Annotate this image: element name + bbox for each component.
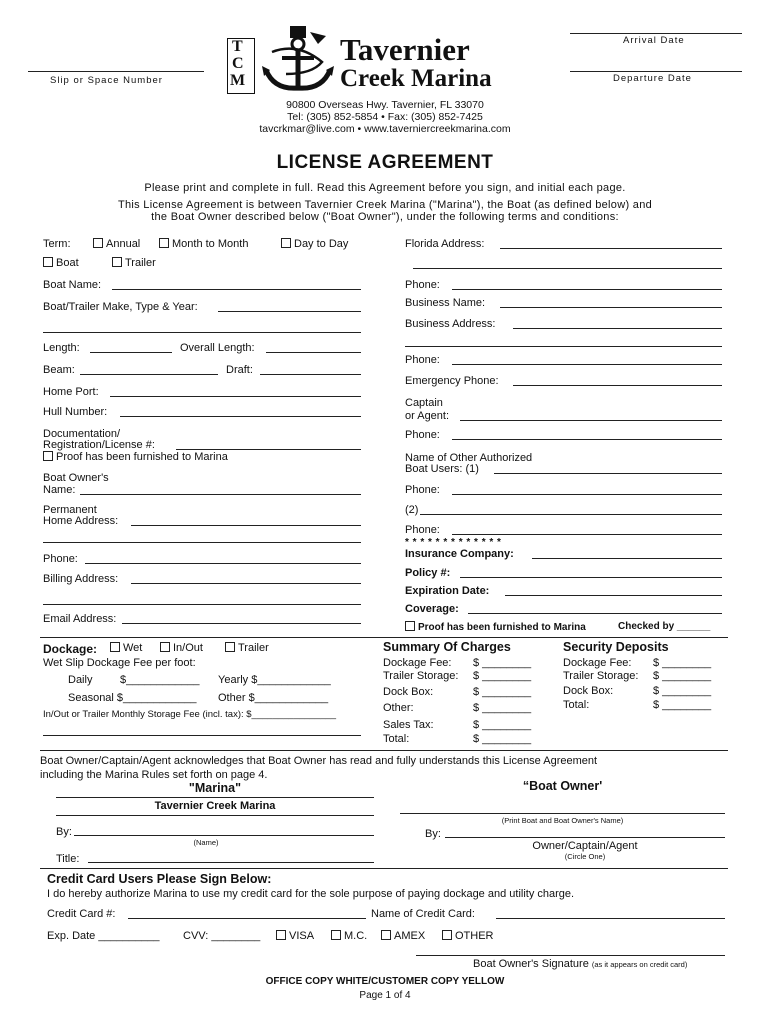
registration-field[interactable] <box>176 449 361 450</box>
insurance-label: Insurance Company: <box>405 548 514 560</box>
captain-field[interactable] <box>460 420 722 421</box>
owner-signature-line[interactable] <box>416 955 725 956</box>
owner-name-field[interactable] <box>80 494 361 495</box>
marina-name-caption: (Name) <box>193 838 219 847</box>
amex-checkbox[interactable]: AMEX <box>381 930 425 942</box>
email-label: Email Address: <box>43 613 117 625</box>
dockage-inout-checkbox[interactable]: In/Out <box>160 642 203 654</box>
summary-label: Dock Box: <box>383 686 434 698</box>
copy-note: OFFICE COPY WHITE/CUSTOMER COPY YELLOW <box>265 976 505 987</box>
credit-card-label: Credit Card #: <box>47 908 116 920</box>
marina-address: 90800 Overseas Hwy. Tavernier, FL 33070 <box>286 99 484 111</box>
owner-signature-note: (as it appears on credit card) <box>591 960 688 969</box>
length-label: Length: <box>43 342 80 354</box>
emergency-phone-field[interactable] <box>513 385 722 386</box>
coverage-label: Coverage: <box>405 603 459 615</box>
slip-number-label: Slip or Space Number <box>50 75 163 86</box>
summary-value[interactable]: $ ________ <box>473 702 532 714</box>
term-annual-checkbox[interactable]: Annual <box>93 238 140 250</box>
logo-subtitle: Creek Marina <box>340 65 492 92</box>
policy-field[interactable] <box>460 577 722 578</box>
billing-address-label: Billing Address: <box>43 573 119 585</box>
billing-address-field[interactable] <box>131 583 361 584</box>
draft-label: Draft: <box>226 364 253 376</box>
term-day-checkbox[interactable]: Day to Day <box>281 238 348 250</box>
wet-slip-fee-label: Wet Slip Dockage Fee per foot: <box>43 657 196 669</box>
summary-value[interactable]: $ ________ <box>473 686 532 698</box>
mc-checkbox[interactable]: M.C. <box>331 930 367 942</box>
right-phone-label-4: Phone: <box>405 484 440 496</box>
owner-signature-label: Boat Owner's Signature (as it appears on credit card) <box>473 958 688 970</box>
dockage-wet-checkbox[interactable]: Wet <box>110 642 142 654</box>
make-label: Boat/Trailer Make, Type & Year: <box>43 301 198 313</box>
dockage-notes-field[interactable] <box>43 735 361 736</box>
owner-by-label: By: <box>425 828 441 840</box>
business-name-field[interactable] <box>500 307 722 308</box>
term-label: Term: <box>43 238 71 250</box>
billing-address-field-2[interactable] <box>43 604 361 605</box>
trailer-checkbox[interactable]: Trailer <box>112 257 156 269</box>
owner-name-label-1: Boat Owner's <box>43 472 109 484</box>
other-field[interactable]: Other $____________ <box>218 692 329 704</box>
daily-label: Daily <box>68 674 93 686</box>
summary-value[interactable]: $ ________ <box>473 670 532 682</box>
card-name-field[interactable] <box>496 918 725 919</box>
phone-label: Phone: <box>43 553 78 565</box>
other-users-label-1: Name of Other Authorized <box>405 452 533 464</box>
home-port-label: Home Port: <box>43 386 99 398</box>
right-phone-label-3: Phone: <box>405 429 440 441</box>
summary-value[interactable]: $ ________ <box>473 719 532 731</box>
owner-name-label-2: Name: <box>43 484 76 496</box>
departure-date-label: Departure Date <box>613 73 692 84</box>
owner-print-caption: (Print Boat and Boat Owner's Name) <box>501 816 624 825</box>
insurance-proof-checkbox[interactable]: Proof has been furnished to Marina <box>405 621 586 633</box>
marina-sig-line-2 <box>56 815 374 816</box>
documentation-label: Documentation/ <box>43 428 121 440</box>
length-field[interactable] <box>90 352 172 353</box>
ack-line-2: including the Marina Rules set forth on page 4. <box>40 769 268 781</box>
arrival-date-label: Arrival Date <box>623 35 685 46</box>
summary-label: Sales Tax: <box>383 719 434 731</box>
owner-print-line[interactable] <box>400 813 725 814</box>
intro-line-2: This License Agreement is between Tavernier Creek Marina ("Marina"), the Boat (as defined below) and <box>117 199 653 211</box>
right-phone-field-3[interactable] <box>452 439 722 440</box>
summary-label: Other: <box>383 702 414 714</box>
other-users-field-1[interactable] <box>494 473 722 474</box>
right-phone-field-2[interactable] <box>452 364 722 365</box>
deposit-label: Dock Box: <box>563 685 614 697</box>
expiration-label: Expiration Date: <box>405 585 490 597</box>
other-users-field-2[interactable] <box>420 514 722 515</box>
home-address-field-2[interactable] <box>43 542 361 543</box>
proof-checkbox[interactable]: Proof has been furnished to Marina <box>43 451 228 463</box>
dockage-row <box>43 642 97 656</box>
deposit-value[interactable]: $ ________ <box>653 657 712 669</box>
credit-title: Credit Card Users Please Sign Below: <box>47 872 272 886</box>
boat-name-label: Boat Name: <box>43 279 102 291</box>
right-phone-field-5[interactable] <box>452 534 722 535</box>
right-phone-field-4[interactable] <box>452 494 722 495</box>
draft-field[interactable] <box>260 374 361 375</box>
captain-label-1: Captain <box>405 397 443 409</box>
page-title: LICENSE AGREEMENT <box>276 152 494 173</box>
make-field-2[interactable] <box>43 332 361 333</box>
owner-circle-caption: (Circle One) <box>564 852 606 861</box>
marina-title-label: Title: <box>56 853 80 865</box>
make-field[interactable] <box>218 311 361 312</box>
marina-phone: Tel: (305) 852-5854 • Fax: (305) 852-7425 <box>287 111 483 123</box>
right-phone-field-1[interactable] <box>452 289 722 290</box>
section-divider-2 <box>40 750 728 751</box>
marina-title-field[interactable] <box>88 862 374 863</box>
yearly-field[interactable]: Yearly $____________ <box>218 674 331 686</box>
arrival-date-line[interactable] <box>570 33 742 34</box>
deposit-label: Total: <box>563 699 590 711</box>
deposit-value[interactable]: $ ________ <box>653 670 712 682</box>
permanent-label-1: Permanent <box>43 504 97 516</box>
owner-role: Owner/Captain/Agent <box>532 840 638 852</box>
deposits-title: Security Deposits <box>563 640 669 654</box>
visa-checkbox[interactable]: VISA <box>276 930 314 942</box>
page-number: Page 1 of 4 <box>359 990 411 1001</box>
hull-number-label: Hull Number: <box>43 406 108 418</box>
term-month-checkbox[interactable]: Month to Month <box>159 238 248 250</box>
business-address-field[interactable] <box>513 328 722 329</box>
deposit-value[interactable]: $ ________ <box>653 685 712 697</box>
section-divider-3 <box>40 868 728 869</box>
registration-label: Registration/License #: <box>43 439 155 451</box>
owner-sig-title: “Boat Owner' <box>522 779 603 793</box>
section-divider-1 <box>40 637 728 638</box>
other-users-label-2: Boat Users: (1) <box>405 463 479 475</box>
anchor-icon <box>252 22 340 94</box>
policy-label: Policy #: <box>405 567 451 579</box>
departure-date-line[interactable] <box>570 71 742 72</box>
florida-address-label: Florida Address: <box>405 238 485 250</box>
florida-address-field-2[interactable] <box>413 268 722 269</box>
cvv-field[interactable]: CVV: ________ <box>183 930 261 942</box>
summary-label: Total: <box>383 733 410 745</box>
coverage-field[interactable] <box>468 613 722 614</box>
deposit-value[interactable]: $ ________ <box>653 699 712 711</box>
marina-web: tavcrkmar@live.com • www.taverniercreekmarina.com <box>259 123 511 135</box>
home-address-field[interactable] <box>131 525 361 526</box>
overall-length-label: Overall Length: <box>180 342 255 354</box>
credit-authorize: I do hereby authorize Marina to use my credit card for the sole purpose of paying dockage and utility charge. <box>47 888 575 900</box>
summary-value[interactable]: $ ________ <box>473 657 532 669</box>
ack-line-1: Boat Owner/Captain/Agent acknowledges that Boat Owner has read and fully understands this License Agreement <box>40 755 598 767</box>
seasonal-field[interactable]: Seasonal $____________ <box>68 692 197 704</box>
other-card-checkbox[interactable]: OTHER <box>442 930 494 942</box>
deposit-label: Dockage Fee: <box>563 657 632 669</box>
permanent-label-2: Home Address: <box>43 515 119 527</box>
storage-fee-field[interactable]: In/Out or Trailer Monthly Storage Fee (incl. tax): $________________ <box>43 709 337 720</box>
marina-sig-line <box>56 797 374 798</box>
overall-length-field[interactable] <box>266 352 361 353</box>
boat-checkbox[interactable]: Boat <box>43 257 79 269</box>
business-address-field-2[interactable] <box>405 346 722 347</box>
summary-label: Dockage Fee: <box>383 657 452 669</box>
intro-line-3: the Boat Owner described below ("Boat Owner"), under the following terms and conditions: <box>151 211 619 223</box>
home-port-field[interactable] <box>110 396 361 397</box>
phone-field[interactable] <box>85 563 361 564</box>
captain-label-2: or Agent: <box>405 410 450 422</box>
other-users-label-3: (2) <box>405 504 419 516</box>
credit-card-field[interactable] <box>128 918 366 919</box>
marina-by-field[interactable] <box>74 835 374 836</box>
dockage-label: Dockage: <box>43 642 98 656</box>
beam-label: Beam: <box>43 364 75 376</box>
marina-sig-name: Tavernier Creek Marina <box>154 800 276 812</box>
right-phone-label-2: Phone: <box>405 354 440 366</box>
owner-by-field[interactable] <box>445 837 725 838</box>
summary-value[interactable]: $ ________ <box>473 733 532 745</box>
summary-title: Summary Of Charges <box>383 640 511 654</box>
card-name-label: Name of Credit Card: <box>371 908 475 920</box>
exp-date-field[interactable]: Exp. Date __________ <box>47 930 160 942</box>
marina-by-label: By: <box>56 826 72 838</box>
marina-sig-title: "Marina" <box>188 781 242 795</box>
daily-field[interactable]: $____________ <box>120 674 200 686</box>
right-phone-label-5: Phone: <box>405 524 440 536</box>
right-phone-label-1: Phone: <box>405 279 440 291</box>
business-address-label: Business Address: <box>405 318 496 330</box>
hull-number-field[interactable] <box>120 416 361 417</box>
checked-by: Checked by ______ <box>618 621 711 632</box>
expiration-field[interactable] <box>505 595 722 596</box>
emergency-phone-label: Emergency Phone: <box>405 375 499 387</box>
intro-line-1: Please print and complete in full. Read this Agreement before you sign, and initial each page. <box>144 182 626 194</box>
logo-title: Tavernier <box>340 32 470 67</box>
summary-label: Trailer Storage: <box>383 670 459 682</box>
business-name-label: Business Name: <box>405 297 486 309</box>
insurance-field[interactable] <box>532 558 722 559</box>
deposit-label: Trailer Storage: <box>563 670 639 682</box>
separator-stars: * * * * * * * * * * * * * <box>405 537 502 548</box>
dockage-trailer-checkbox[interactable]: Trailer <box>225 642 269 654</box>
beam-field[interactable] <box>80 374 218 375</box>
email-field[interactable] <box>122 623 361 624</box>
slip-number-line[interactable] <box>28 71 204 72</box>
florida-address-field[interactable] <box>500 248 722 249</box>
boat-name-field[interactable] <box>112 289 361 290</box>
